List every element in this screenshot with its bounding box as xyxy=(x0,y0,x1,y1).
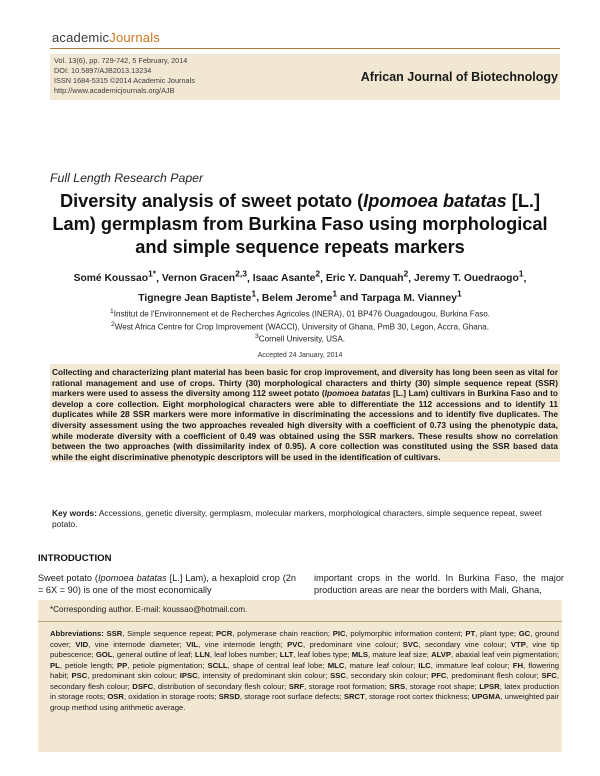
meta-issn: ISSN 1684-5315 ©2014 Academic Journals xyxy=(54,76,195,85)
abbreviation-term: PP xyxy=(116,660,128,670)
keywords-text: Accessions, genetic diversity, germplasm, molecular markers, morphological characters, simple sequence repeat, sweet potato. xyxy=(52,508,542,529)
abbreviation-entry xyxy=(333,629,466,638)
author: Tarpaga M. Vianney$^1$ xyxy=(361,288,462,304)
abbreviation-entry xyxy=(72,671,180,680)
header-divider xyxy=(50,48,560,49)
abbreviation-term: GOL xyxy=(95,650,113,659)
meta-url[interactable]: http://www.academicjournals.org/AJB xyxy=(54,86,175,95)
abbreviation-definition: , vine internode diameter; xyxy=(88,639,187,649)
abbreviation-definition: , secondary skin colour; xyxy=(345,671,432,680)
abbreviation-term: ALVP xyxy=(431,650,452,659)
abbreviation-definition: , predominant vine colour; xyxy=(302,639,403,649)
abbreviation-term: VIL xyxy=(186,639,199,649)
abbreviation-entry xyxy=(403,640,511,649)
abbreviation-entry xyxy=(117,661,208,670)
meta-volume: Vol. 13(6), pp. 729-742, 5 February, 2014 xyxy=(54,56,188,65)
abbreviation-entry xyxy=(207,661,327,670)
abbreviation-entry xyxy=(195,650,280,659)
abbreviation-term: ILC xyxy=(418,660,431,670)
abbreviation-entry xyxy=(75,640,186,649)
abbreviation-entry xyxy=(289,682,390,691)
abbreviation-term: PSC xyxy=(71,671,88,680)
abbreviation-definition: , petiole pigmentation; xyxy=(127,660,208,670)
abbreviation-definition: , flowering habit; xyxy=(50,660,560,680)
abbreviation-definition: , storage root surface defects; xyxy=(239,692,344,701)
abbreviation-term: SFC xyxy=(541,671,557,680)
intro-column-2: important crops in the world. In Burkina Faso, the major production areas are near the borders with Mali, Ghana, xyxy=(314,573,564,595)
abbreviation-definition: , general outline of leaf; xyxy=(112,650,195,659)
abbreviation-entry xyxy=(186,640,287,649)
corresponding-email[interactable]: koussao@hotmail.com xyxy=(162,605,245,614)
abbreviation-entry xyxy=(107,629,216,638)
abbreviation-term: LPSR xyxy=(479,681,500,691)
abbreviation-term: MLC xyxy=(327,660,345,670)
abbreviation-term: SRS xyxy=(389,681,406,691)
section-heading-introduction: INTRODUCTION xyxy=(38,553,112,564)
abbreviation-definition: , predominant flesh colour; xyxy=(446,671,542,680)
abbreviation-entry xyxy=(328,661,419,670)
author: Jeremy T. Ouedraogo$^1$ xyxy=(414,269,524,285)
logo-journals: Journals xyxy=(109,30,160,45)
abbreviation-entry xyxy=(431,671,541,680)
authors-and: and xyxy=(339,292,359,304)
abbreviation-term: VID xyxy=(75,639,89,649)
abbreviation-term: PFC xyxy=(431,671,447,680)
abbreviation-entry xyxy=(287,640,403,649)
abbreviation-definition: , ground cover; xyxy=(50,629,559,649)
publication-meta xyxy=(54,56,195,96)
abstract: Collecting and characterizing plant material has been basic for crop improvement, and diversity has long been seen as vital for rational management and use of crops. Thirty (30) morphological characters and thirty (30) simple sequence repeat (SSR) markers were used to assess the diversity among 112 sweet potato (Ipomoea batatas [L.] Lam) cultivars in Burkina Faso and to develop a core collection. Eight morphological characters were able to differentiate the 112 accessions and to identify 11 duplicates while 28 SSR markers were more informative in discriminating the accessions and to identify five duplicates. The diversity assessment using the two approaches revealed high diversity with a coefficient of 0.73 using the phenotypic data, while moderate diversity with a coefficient of 0.49 was obtained using the SSR markers. These results show no correlation between the two approaches (with dissimilarity index of 0.95). A core collection was constituted using the SSR based data while the eight discriminative phenotypic descriptors will be used in the identification of cultivars. xyxy=(50,364,560,462)
abbreviation-term: SCLL xyxy=(207,660,228,670)
keywords-label: Key words: xyxy=(52,508,97,518)
abbreviation-entry xyxy=(418,661,512,670)
abbreviation-definition: , intensity of predominant skin colour; xyxy=(197,671,331,680)
abbreviation-entry xyxy=(96,650,195,659)
affiliation: $^3$Cornell University, USA. xyxy=(255,333,345,345)
corresponding-author: *Corresponding author. E-mail: koussao@hotmail.com. xyxy=(50,605,248,614)
abbreviation-definition: , oxidation in storage roots; xyxy=(124,692,219,701)
abbreviation-definition: , mature leaf size; xyxy=(367,650,432,659)
abbreviation-entry xyxy=(132,682,288,691)
abbreviation-entry xyxy=(344,692,472,701)
abbreviation-definition: , abaxial leaf vein pigmentation; xyxy=(451,650,560,659)
abbreviations-list xyxy=(50,629,559,712)
abbreviation-definition: , immature leaf colour; xyxy=(430,660,513,670)
abbreviation-entry xyxy=(50,661,117,670)
abbreviation-entry xyxy=(330,671,431,680)
abbreviation-term: FH xyxy=(512,660,524,670)
author: Vernon Gracen$^{2,3}$ xyxy=(161,269,248,285)
abbreviation-definition: , storage root formation; xyxy=(304,681,390,691)
abbreviation-definition: , storage root shape; xyxy=(405,681,480,691)
abbreviation-entry xyxy=(180,671,330,680)
abbreviation-definition: , plant type; xyxy=(475,629,519,638)
author: Belem Jerome$^1$ xyxy=(261,288,338,304)
abbreviation-definition: , vine internode length; xyxy=(198,639,288,649)
abbreviation-term: SSC xyxy=(330,671,346,680)
abbreviation-term: SRSD xyxy=(218,692,240,701)
abbreviation-entry xyxy=(216,629,333,638)
abbreviation-definition: , shape of central leaf lobe; xyxy=(227,660,328,670)
abbreviation-definition: , vine tip pubescence; xyxy=(50,639,560,659)
abbreviation-term: DSFC xyxy=(132,681,154,691)
abbreviation-definition: , Simple sequence repeat; xyxy=(122,629,217,638)
abbreviation-entry xyxy=(352,650,431,659)
author: Isaac Asante$^2$ xyxy=(252,269,321,285)
affiliation: $^2$West Africa Centre for Crop Improvement (WACCI), University of Ghana, PmB 30, Legon, Accra, Ghana. xyxy=(110,320,490,332)
journal-name: African Journal of Biotechnology xyxy=(360,70,558,84)
abbreviation-term: PVC xyxy=(287,639,303,649)
abbreviations xyxy=(50,629,559,713)
author: Eric Y. Danquah$^2$ xyxy=(325,269,409,285)
abbreviation-entry xyxy=(107,692,218,701)
footnotes-divider xyxy=(38,621,562,622)
keywords xyxy=(52,508,560,529)
affiliation: $^1$Institut de l'Environnement et de Recherches Agricoles (INERA), 01 BP476 Ouagadougou, Burkina Faso. xyxy=(109,308,491,319)
abbreviation-entry xyxy=(280,650,352,659)
abbreviation-term: OSR xyxy=(107,692,124,701)
abbreviation-term: UPGMA xyxy=(471,692,501,701)
abbreviation-definition: , petiole length; xyxy=(59,660,117,670)
abbreviation-definition: , latex production in storage roots; xyxy=(50,681,560,701)
journal-logo[interactable] xyxy=(52,30,160,45)
abbreviation-term: PIC xyxy=(332,629,346,638)
abbreviation-term: GC xyxy=(518,629,531,638)
abbreviation-term: PT xyxy=(465,629,476,638)
abbreviation-definition: , predominant skin colour; xyxy=(87,671,180,680)
abbreviation-term: SRCT xyxy=(343,692,365,701)
abbreviation-term: VTP xyxy=(510,639,526,649)
abbreviations-label: Abbreviations: xyxy=(50,629,104,638)
abbreviation-term: IPSC xyxy=(179,671,198,680)
abbreviation-definition: , polymorphic information content; xyxy=(345,629,466,638)
abbreviation-definition: , secondary vine colour; xyxy=(418,639,511,649)
abbreviation-entry xyxy=(219,692,344,701)
accepted-date: Accepted 24 January, 2014 xyxy=(257,352,343,359)
abbreviation-entry xyxy=(389,682,479,691)
abbreviation-definition: , leaf lobes number; xyxy=(209,650,280,659)
author: Somé Koussao$^{1*}$ xyxy=(73,269,157,285)
author: Tignegre Jean Baptiste$^1$ xyxy=(138,288,257,304)
abbreviation-term: LLT xyxy=(279,650,294,659)
abbreviation-term: MLS xyxy=(351,650,368,659)
abbreviation-term: SRF xyxy=(288,681,305,691)
abbreviation-definition: , secondary flesh colour; xyxy=(50,671,559,691)
abbreviation-term: SVC xyxy=(402,639,419,649)
abbreviation-term: PL xyxy=(50,660,60,670)
meta-doi[interactable]: DOI: 10.5897/AJB2013.13234 xyxy=(54,66,152,75)
abbreviation-definition: , distribution of secondary flesh colour; xyxy=(153,681,289,691)
abbreviation-entry xyxy=(465,629,518,638)
abbreviation-term: LLN xyxy=(194,650,210,659)
abbreviation-definition: , unweighted pair group method using arithmetic average. xyxy=(50,692,559,712)
intro-column-1: Sweet potato (Ipomoea batatas [L.] Lam), a hexaploid crop (2n = 6X = 90) is one of the most economically xyxy=(38,573,296,595)
abbreviation-definition: , polymerase chain reaction; xyxy=(232,629,333,638)
paper-type: Full Length Research Paper xyxy=(50,171,204,185)
paper-title: Diversity analysis of sweet potato (Ipomoea batatas [L.] Lam) germplasm from Burkina Faso using morphological and simple sequence repeats markers xyxy=(52,191,548,257)
abbreviation-entry xyxy=(431,650,559,659)
abbreviation-term: PCR xyxy=(216,629,233,638)
author-list: Somé Koussao$^{1*}$, Vernon Gracen$^{2,3}$, Isaac Asante$^2$, Eric Y. Danquah$^2$, Jeremy T. Ouedraogo$^1$, Tignegre Jean Baptiste$^1$, Belem Jerome$^1$ and Tarpaga M. Vianney$^1$ xyxy=(73,269,527,304)
abbreviation-definition: , mature leaf colour; xyxy=(344,660,419,670)
logo-academic: academic xyxy=(52,30,110,45)
abbreviation-definition: , storage root cortex thickness; xyxy=(364,692,472,701)
affiliations xyxy=(40,307,560,345)
abbreviation-definition: , leaf lobes type; xyxy=(293,650,352,659)
abbreviation-term: SSR xyxy=(106,629,123,638)
